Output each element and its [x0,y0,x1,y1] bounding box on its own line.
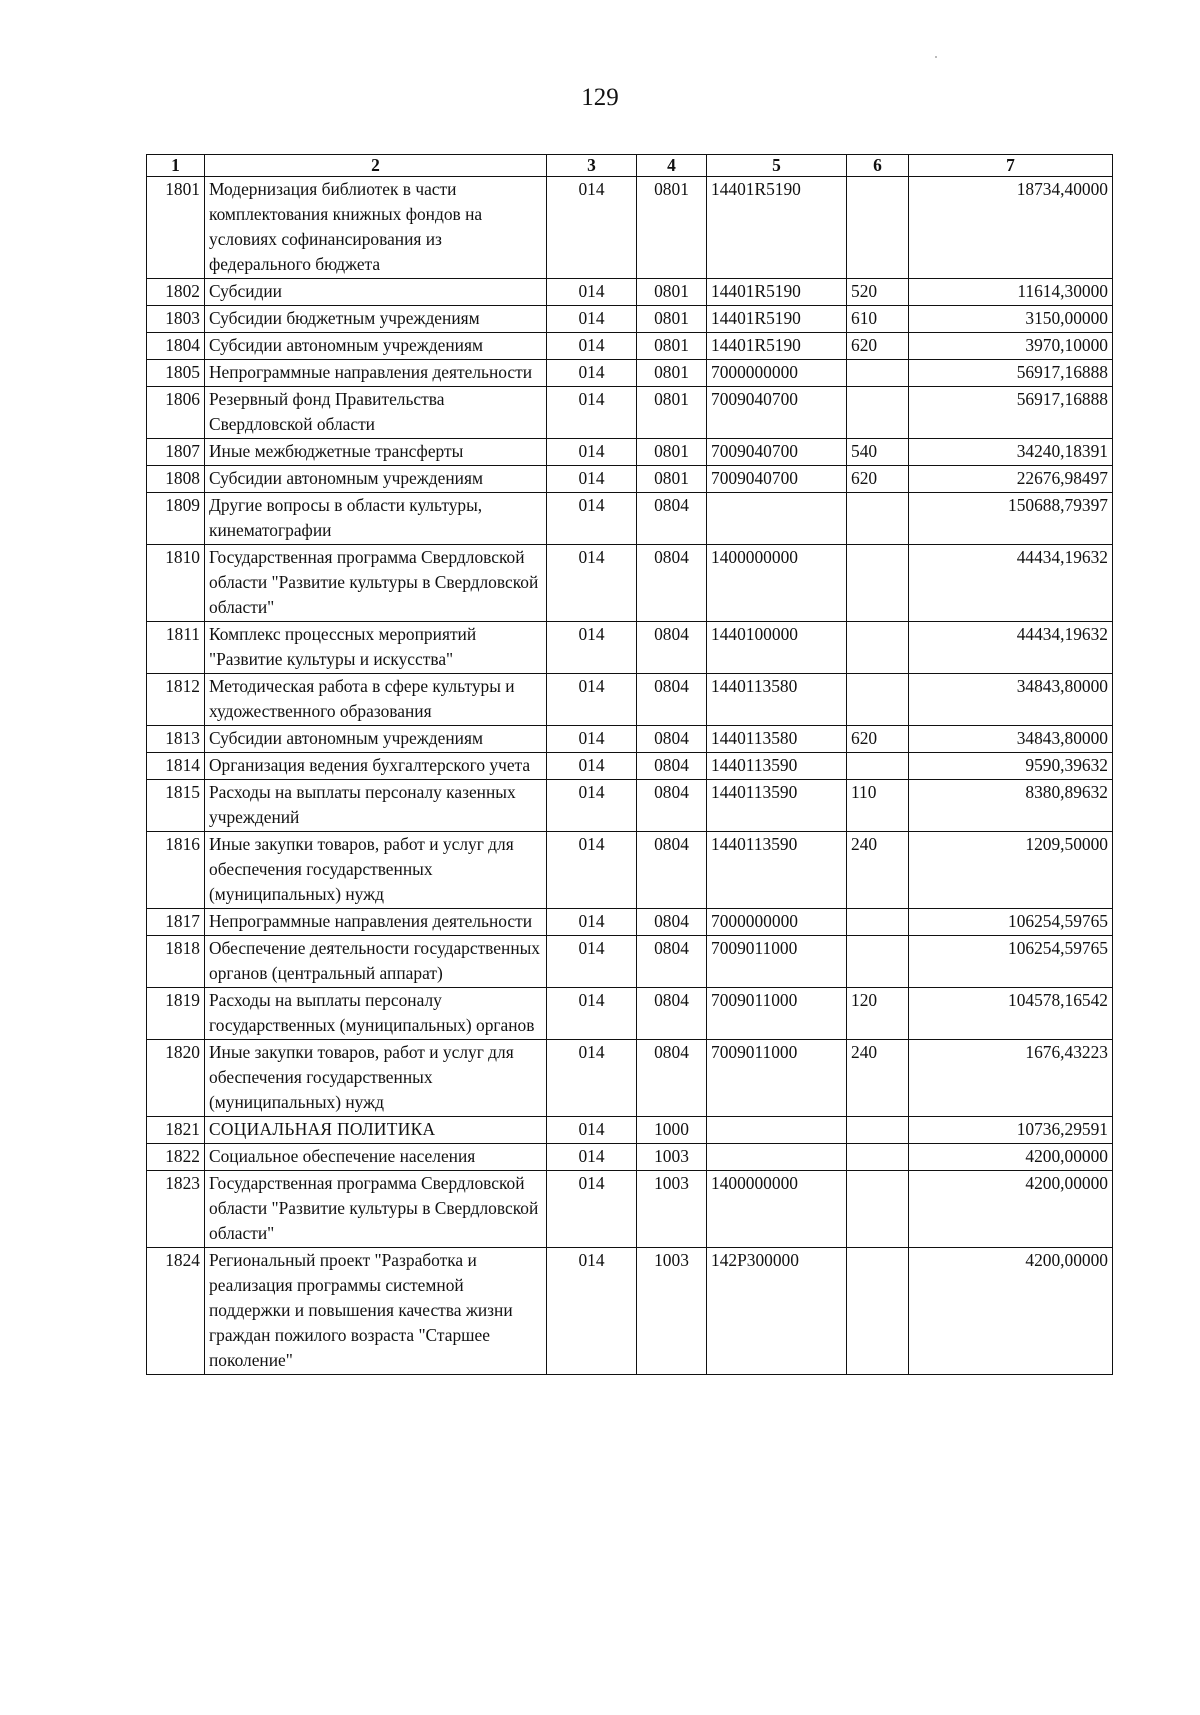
target-article-code: 14401R5190 [707,279,847,306]
expense-type-code: 620 [847,466,909,493]
target-article-code: 7000000000 [707,360,847,387]
ministry-code: 014 [547,1040,637,1117]
section-code: 0804 [637,545,707,622]
item-name: Обеспечение деятельности государственных органов (центральный аппарат) [205,936,547,988]
amount: 8380,89632 [909,780,1113,832]
expense-type-code: 520 [847,279,909,306]
target-article-code: 7009011000 [707,936,847,988]
expense-type-code: 240 [847,1040,909,1117]
section-code: 0804 [637,622,707,674]
expense-type-code [847,1144,909,1171]
section-code: 0804 [637,988,707,1040]
header-col-1: 1 [147,155,205,177]
table-row [147,832,1113,909]
row-number: 1803 [147,306,205,333]
section-code: 1003 [637,1144,707,1171]
amount: 44434,19632 [909,622,1113,674]
expense-type-code: 610 [847,306,909,333]
ministry-code: 014 [547,674,637,726]
table-row [147,1040,1113,1117]
target-article-code [707,1144,847,1171]
target-article-code: 1400000000 [707,545,847,622]
section-code: 0801 [637,333,707,360]
target-article-code: 7000000000 [707,909,847,936]
item-name: Иные межбюджетные трансферты [205,439,547,466]
row-number: 1807 [147,439,205,466]
row-number: 1806 [147,387,205,439]
table-row [147,360,1113,387]
target-article-code: 7009011000 [707,988,847,1040]
target-article-code: 1400000000 [707,1171,847,1248]
section-code: 0804 [637,753,707,780]
ministry-code: 014 [547,988,637,1040]
row-number: 1804 [147,333,205,360]
header-col-5: 5 [707,155,847,177]
item-name: СОЦИАЛЬНАЯ ПОЛИТИКА [205,1117,547,1144]
amount: 104578,16542 [909,988,1113,1040]
header-col-7: 7 [909,155,1113,177]
section-code: 1000 [637,1117,707,1144]
header-col-4: 4 [637,155,707,177]
row-number: 1813 [147,726,205,753]
amount: 150688,79397 [909,493,1113,545]
ministry-code: 014 [547,909,637,936]
ministry-code: 014 [547,466,637,493]
row-number: 1824 [147,1248,205,1375]
target-article-code [707,493,847,545]
item-name: Непрограммные направления деятельности [205,360,547,387]
row-number: 1821 [147,1117,205,1144]
amount: 34843,80000 [909,726,1113,753]
section-code: 0804 [637,493,707,545]
amount: 4200,00000 [909,1171,1113,1248]
expense-type-code [847,909,909,936]
amount: 56917,16888 [909,387,1113,439]
ministry-code: 014 [547,439,637,466]
row-number: 1811 [147,622,205,674]
item-name: Субсидии бюджетным учреждениям [205,306,547,333]
section-code: 0801 [637,177,707,279]
section-code: 0801 [637,439,707,466]
table-row [147,279,1113,306]
header-col-3: 3 [547,155,637,177]
target-article-code: 1440113580 [707,674,847,726]
table-row [147,726,1113,753]
table-row [147,466,1113,493]
expense-type-code: 620 [847,726,909,753]
row-number: 1822 [147,1144,205,1171]
ministry-code: 014 [547,936,637,988]
target-article-code: 14401R5190 [707,177,847,279]
amount: 1209,50000 [909,832,1113,909]
table-row [147,545,1113,622]
ministry-code: 014 [547,1248,637,1375]
expense-type-code [847,753,909,780]
header-col-2: 2 [205,155,547,177]
section-code: 0801 [637,279,707,306]
expense-type-code [847,1171,909,1248]
budget-table [146,154,1113,1375]
row-number: 1801 [147,177,205,279]
amount: 106254,59765 [909,936,1113,988]
expense-type-code [847,1248,909,1375]
expense-type-code: 620 [847,333,909,360]
item-name: Иные закупки товаров, работ и услуг для обеспечения государственных (муниципальных) нужд [205,1040,547,1117]
amount: 4200,00000 [909,1248,1113,1375]
item-name: Иные закупки товаров, работ и услуг для обеспечения государственных (муниципальных) нужд [205,832,547,909]
row-number: 1819 [147,988,205,1040]
row-number: 1815 [147,780,205,832]
item-name: Государственная программа Свердловской области "Развитие культуры в Свердловской области" [205,1171,547,1248]
ministry-code: 014 [547,279,637,306]
amount: 34843,80000 [909,674,1113,726]
row-number: 1802 [147,279,205,306]
expense-type-code: 240 [847,832,909,909]
amount: 11614,30000 [909,279,1113,306]
row-number: 1809 [147,493,205,545]
row-number: 1820 [147,1040,205,1117]
ministry-code: 014 [547,832,637,909]
ministry-code: 014 [547,306,637,333]
target-article-code: 1440100000 [707,622,847,674]
expense-type-code [847,674,909,726]
ministry-code: 014 [547,753,637,780]
target-article-code: 14401R5190 [707,333,847,360]
ministry-code: 014 [547,1171,637,1248]
item-name: Другие вопросы в области культуры, кинематографии [205,493,547,545]
section-code: 0804 [637,674,707,726]
table-row [147,387,1113,439]
ministry-code: 014 [547,333,637,360]
page-number: 129 [581,84,619,111]
table-row [147,439,1113,466]
expense-type-code [847,360,909,387]
row-number: 1808 [147,466,205,493]
ministry-code: 014 [547,1117,637,1144]
table-row [147,306,1113,333]
row-number: 1818 [147,936,205,988]
expense-type-code [847,545,909,622]
amount: 22676,98497 [909,466,1113,493]
amount: 18734,40000 [909,177,1113,279]
ministry-code: 014 [547,360,637,387]
table-row [147,1117,1113,1144]
target-article-code: 7009040700 [707,439,847,466]
item-name: Резервный фонд Правительства Свердловской области [205,387,547,439]
section-code: 0804 [637,936,707,988]
target-article-code: 1440113580 [707,726,847,753]
amount: 4200,00000 [909,1144,1113,1171]
amount: 3970,10000 [909,333,1113,360]
item-name: Субсидии автономным учреждениям [205,333,547,360]
row-number: 1805 [147,360,205,387]
ministry-code: 014 [547,493,637,545]
item-name: Непрограммные направления деятельности [205,909,547,936]
expense-type-code [847,622,909,674]
expense-type-code [847,387,909,439]
section-code: 0804 [637,832,707,909]
target-article-code: 7009040700 [707,466,847,493]
expense-type-code: 110 [847,780,909,832]
table-row [147,909,1113,936]
section-code: 0801 [637,360,707,387]
expense-type-code [847,493,909,545]
item-name: Региональный проект "Разработка и реализация программы системной поддержки и повышения качества жизни граждан пожилого возраста "Старшее поколение" [205,1248,547,1375]
target-article-code: 142P300000 [707,1248,847,1375]
row-number: 1814 [147,753,205,780]
amount: 34240,18391 [909,439,1113,466]
table-row [147,1171,1113,1248]
table-row [147,753,1113,780]
row-number: 1817 [147,909,205,936]
table-row [147,1144,1113,1171]
ministry-code: 014 [547,726,637,753]
section-code: 0804 [637,726,707,753]
target-article-code: 1440113590 [707,832,847,909]
ministry-code: 014 [547,622,637,674]
table-row [147,1248,1113,1375]
target-article-code: 14401R5190 [707,306,847,333]
target-article-code: 7009040700 [707,387,847,439]
ministry-code: 014 [547,177,637,279]
expense-type-code [847,1117,909,1144]
section-code: 0804 [637,1040,707,1117]
item-name: Комплекс процессных мероприятий "Развитие культуры и искусства" [205,622,547,674]
row-number: 1812 [147,674,205,726]
section-code: 0804 [637,780,707,832]
item-name: Методическая работа в сфере культуры и художественного образования [205,674,547,726]
row-number: 1810 [147,545,205,622]
item-name: Социальное обеспечение населения [205,1144,547,1171]
section-code: 1003 [637,1171,707,1248]
section-code: 0801 [637,387,707,439]
table-row [147,988,1113,1040]
table-row [147,936,1113,988]
table-body [147,177,1113,1375]
section-code: 0801 [637,306,707,333]
item-name: Субсидии автономным учреждениям [205,466,547,493]
ministry-code: 014 [547,1144,637,1171]
expense-type-code: 540 [847,439,909,466]
amount: 3150,00000 [909,306,1113,333]
ministry-code: 014 [547,780,637,832]
row-number: 1823 [147,1171,205,1248]
item-name: Расходы на выплаты персоналу казенных учреждений [205,780,547,832]
table-row [147,333,1113,360]
item-name: Субсидии автономным учреждениям [205,726,547,753]
amount: 9590,39632 [909,753,1113,780]
amount: 1676,43223 [909,1040,1113,1117]
table-row [147,622,1113,674]
header-row [147,155,1113,177]
amount: 56917,16888 [909,360,1113,387]
item-name: Организация ведения бухгалтерского учета [205,753,547,780]
table-row [147,780,1113,832]
item-name: Субсидии [205,279,547,306]
target-article-code [707,1117,847,1144]
scan-speck [935,56,937,58]
header-col-6: 6 [847,155,909,177]
section-code: 0804 [637,909,707,936]
ministry-code: 014 [547,545,637,622]
row-number: 1816 [147,832,205,909]
amount: 106254,59765 [909,909,1113,936]
table-row [147,674,1113,726]
amount: 44434,19632 [909,545,1113,622]
table-row [147,177,1113,279]
target-article-code: 7009011000 [707,1040,847,1117]
ministry-code: 014 [547,387,637,439]
expense-type-code [847,177,909,279]
expense-type-code [847,936,909,988]
target-article-code: 1440113590 [707,780,847,832]
item-name: Модернизация библиотек в части комплектования книжных фондов на условиях софинансирования из федерального бюджета [205,177,547,279]
amount: 10736,29591 [909,1117,1113,1144]
item-name: Расходы на выплаты персоналу государственных (муниципальных) органов [205,988,547,1040]
expense-type-code: 120 [847,988,909,1040]
target-article-code: 1440113590 [707,753,847,780]
section-code: 1003 [637,1248,707,1375]
section-code: 0801 [637,466,707,493]
table-row [147,493,1113,545]
item-name: Государственная программа Свердловской области "Развитие культуры в Свердловской области" [205,545,547,622]
